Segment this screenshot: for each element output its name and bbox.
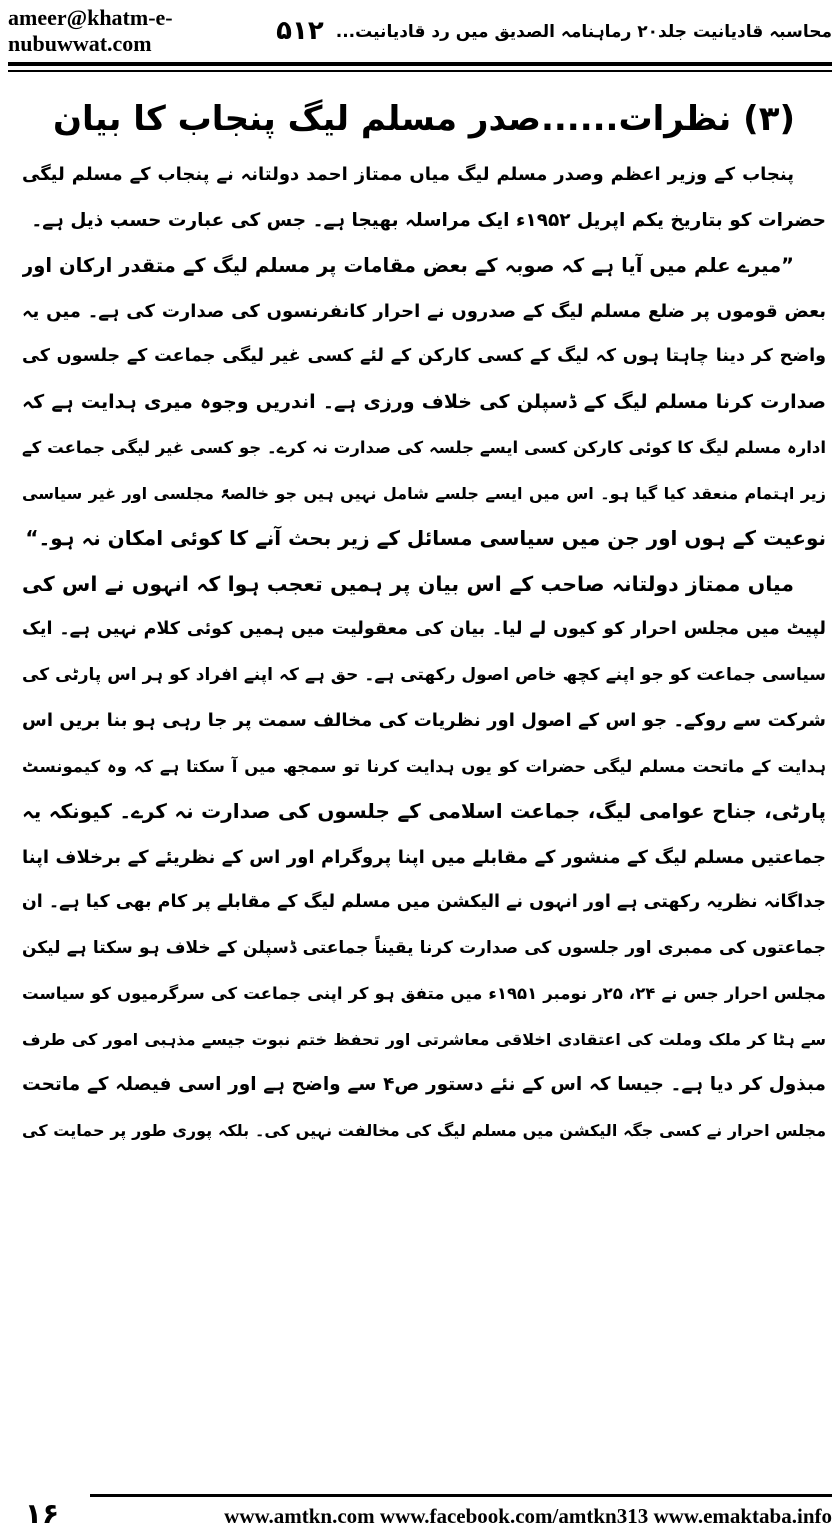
text-line: مجلس احرار نے کسی جگہ الیکشن میں مسلم لیگ کی مخالفت نہیں کی۔ بلکہ پوری طور پر حمایت کی (22, 1120, 826, 1140)
text-line: جماعتوں کی ممبری اور جلسوں کی صدارت کرنا یقیناً جماعتی ڈسپلن کے خلاف ہو سکتا ہے لیکن (22, 937, 826, 958)
text-line: میاں ممتاز دولتانہ صاحب کے اس بیان پر ہمیں تعجب ہوا کہ انہوں نے اس کی (22, 571, 794, 596)
text-line: لپیٹ میں مجلس احرار کو کیوں لے لیا۔ بیان کی معقولیت میں ہمیں کوئی کلام نہیں ہے۔ ایک (22, 619, 826, 639)
header-running-title: محاسبہ قادیانیت جلد۲۰ رماہنامہ الصدیق میں رد قادیانیت... (335, 21, 832, 42)
text-line: واضح کر دینا چاہتا ہوں کہ لیگ کے کسی کارکن کے لئے کسی غیر لیگی جماعت کے جلسوں کی (22, 346, 826, 366)
text-line: نوعیت کے ہوں اور جن میں سیاسی مسائل کے زیر بحث آنے کا کوئی امکان نہ ہو۔“ (25, 526, 826, 550)
header-title-group (276, 16, 832, 46)
text-line: سے ہٹا کر ملک وملت کی اعتقادی اخلاقی معاشرتی اور تحفظ ختم نبوت جیسے مذہبی امور کی طرف (22, 1029, 826, 1049)
text-line: مبذول کر دیا ہے۔ جیسا کہ اس کے نئے دستور ص۴ سے واضح ہے اور اسی فیصلہ کے ماتحت (22, 1074, 826, 1095)
text-line: ادارہ مسلم لیگ کا کوئی کارکن کسی ایسے جلسہ کی صدارت نہ کرے۔ جو کسی غیر لیگی جماعت کے (22, 438, 826, 457)
page-header (8, 0, 832, 62)
text-line: جماعتیں مسلم لیگ کے منشور کے مقابلے میں اپنا پروگرام اور اس کے نظریئے کے برخلاف اپنا (22, 846, 826, 868)
text-line: پارٹی، جناح عوامی لیگ، جماعت اسلامی کے جلسوں کی صدارت نہ کرے۔ کیونکہ یہ (22, 799, 826, 823)
footer-rule (90, 1494, 832, 1497)
text-line: بعض قوموں پر ضلع مسلم لیگ کے صدروں نے احرار کانفرنسوں کی صدارت کی ہے۔ میں یہ (22, 300, 826, 322)
text-line: ”میرے علم میں آیا ہے کہ صوبہ کے بعض مقامات پر مسلم لیگ کے متقدر ارکان اور (22, 254, 794, 277)
text-line: پنجاب کے وزیر اعظم وصدر مسلم لیگ میاں ممتاز احمد دولتانہ نے پنجاب کے مسلم لیگی (22, 164, 794, 185)
text-line: جداگانہ نظریہ رکھتی ہے اور انہوں نے الیکشن میں مسلم لیگ کے مقابلے پر کام بھی کیا ہے۔ ان (22, 892, 826, 912)
header-rule-thin (8, 70, 832, 72)
header-rule-thick (8, 62, 832, 66)
text-line: شرکت سے روکے۔ جو اس کے اصول اور نظریات کی مخالف سمت پر جا رہی ہو بنا بریں اس (22, 710, 826, 731)
text-line: مجلس احرار جس نے ۲۴، ۲۵ر نومبر ۱۹۵۱ء میں متفق ہو کر اپنی جماعت کی سرگرمیوں کو سیاست (22, 984, 826, 1003)
header-email: ameer@khatm-e-nubuwwat.com (8, 5, 173, 56)
footer-page-number: ۱۶ (24, 1496, 60, 1530)
text-line: صدارت کرنا مسلم لیگ کے ڈسپلن کی خلاف ورزی ہے۔ اندریں وجوہ میری ہدایت ہے کہ (22, 390, 826, 413)
text-line: زیر اہتمام منعقد کیا گیا ہو۔ اس میں ایسے جلسے شامل نہیں ہیں جو خالصۃً مجلسی اور غیر سیاسی (22, 483, 826, 503)
text-line: حضرات کو بتاریخ یکم اپریل ۱۹۵۲ء ایک مراسلہ بھیجا ہے۔ جس کی عبارت حسب ذیل ہے۔ (31, 209, 826, 231)
page-footer (0, 1490, 840, 1536)
footer-links: www.amtkn.com www.facebook.com/amtkn313 www.emaktaba.info (224, 1504, 832, 1528)
article-body (22, 86, 826, 1153)
text-line: سیاسی جماعت کو جو اپنے کچھ خاص اصول رکھتی ہے۔ حق ہے کہ اپنے افراد کو ہر اس پارٹی کی (22, 664, 826, 685)
header-page-number: ۵۱۲ (276, 16, 324, 46)
article-heading: (۳) نظرات......صدر مسلم لیگ پنجاب کا بیان (53, 99, 795, 139)
text-line: ہدایت کے ماتحت مسلم لیگی حضرات کو یوں ہدایت کرنا تو سمجھ میں آ سکتا ہے کہ وہ کیمونسٹ (22, 756, 826, 776)
